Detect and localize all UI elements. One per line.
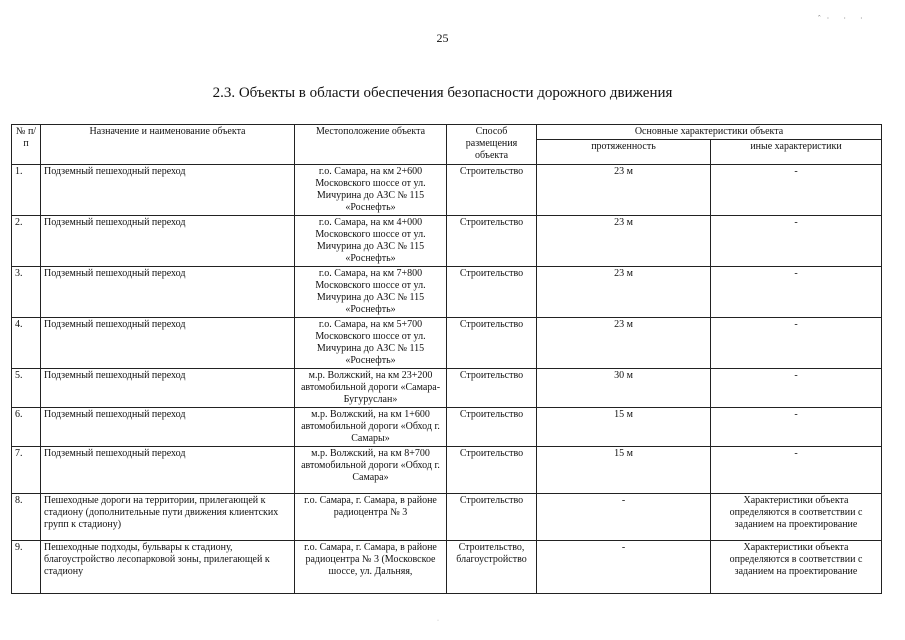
cell-name: Подземный пешеходный переход xyxy=(41,165,295,216)
scan-mark-bottom: · xyxy=(437,618,439,624)
cell-name: Подземный пешеходный переход xyxy=(41,318,295,369)
cell-name: Подземный пешеходный переход xyxy=(41,267,295,318)
objects-table xyxy=(11,124,882,594)
cell-other: Характеристики объекта определяются в соответствии с заданием на проектирование xyxy=(711,494,882,541)
scan-marks: ˆ· · · xyxy=(818,14,869,23)
cell-num: 9. xyxy=(12,541,41,594)
cell-name: Подземный пешеходный переход xyxy=(41,447,295,494)
cell-num: 5. xyxy=(12,369,41,408)
cell-location: г.о. Самара, на км 4+000 Московского шоссе от ул. Мичурина до АЗС № 115 «Роснефть» xyxy=(295,216,447,267)
header-length: протяженность xyxy=(537,140,711,165)
cell-other: - xyxy=(711,369,882,408)
cell-method: Строительство xyxy=(447,267,537,318)
header-row xyxy=(12,125,882,140)
table-row xyxy=(12,369,882,408)
cell-location: м.р. Волжский, на км 1+600 автомобильной дороги «Обход г. Самары» xyxy=(295,408,447,447)
cell-method: Строительство xyxy=(447,216,537,267)
cell-name: Подземный пешеходный переход xyxy=(41,369,295,408)
cell-name: Пешеходные подходы, бульвары к стадиону, благоустройство лесопарковой зоны, прилегающей к стадиону xyxy=(41,541,295,594)
cell-method: Строительство xyxy=(447,369,537,408)
cell-length: - xyxy=(537,494,711,541)
table-row xyxy=(12,267,882,318)
cell-location: г.о. Самара, на км 2+600 Московского шоссе от ул. Мичурина до АЗС № 115 «Роснефть» xyxy=(295,165,447,216)
table-row xyxy=(12,408,882,447)
table-row xyxy=(12,447,882,494)
cell-num: 7. xyxy=(12,447,41,494)
cell-other: - xyxy=(711,165,882,216)
cell-location: м.р. Волжский, на км 8+700 автомобильной дороги «Обход г. Самара» xyxy=(295,447,447,494)
cell-num: 2. xyxy=(12,216,41,267)
cell-method: Строительство xyxy=(447,318,537,369)
header-method: Способ размещения объекта xyxy=(447,125,537,165)
page-number: 25 xyxy=(436,31,449,45)
cell-num: 6. xyxy=(12,408,41,447)
cell-other: - xyxy=(711,267,882,318)
cell-location: г.о. Самара, г. Самара, в районе радиоцентра № 3 xyxy=(295,494,447,541)
table-row xyxy=(12,216,882,267)
cell-num: 4. xyxy=(12,318,41,369)
cell-num: 3. xyxy=(12,267,41,318)
cell-length: 30 м xyxy=(537,369,711,408)
cell-location: г.о. Самара, на км 5+700 Московского шоссе от ул. Мичурина до АЗС № 115 «Роснефть» xyxy=(295,318,447,369)
cell-other: - xyxy=(711,318,882,369)
cell-other: - xyxy=(711,408,882,447)
cell-other: Характеристики объекта определяются в соответствии с заданием на проектирование xyxy=(711,541,882,594)
cell-name: Пешеходные дороги на территории, прилегающей к стадиону (дополнительные пути движения клиентских групп к стадиону) xyxy=(41,494,295,541)
header-characteristics: Основные характеристики объекта xyxy=(537,125,882,140)
cell-name: Подземный пешеходный переход xyxy=(41,216,295,267)
cell-location: г.о. Самара, на км 7+800 Московского шоссе от ул. Мичурина до АЗС № 115 «Роснефть» xyxy=(295,267,447,318)
cell-name: Подземный пешеходный переход xyxy=(41,408,295,447)
cell-method: Строительство xyxy=(447,447,537,494)
cell-length: 15 м xyxy=(537,408,711,447)
header-location: Местоположение объекта xyxy=(295,125,447,165)
cell-method: Строительство xyxy=(447,408,537,447)
header-name: Назначение и наименование объекта xyxy=(41,125,295,165)
cell-method: Строительство, благоустройство xyxy=(447,541,537,594)
cell-length: 23 м xyxy=(537,165,711,216)
cell-num: 8. xyxy=(12,494,41,541)
cell-length: 23 м xyxy=(537,318,711,369)
cell-location: г.о. Самара, г. Самара, в районе радиоцентра № 3 (Московское шоссе, ул. Дальняя, xyxy=(295,541,447,594)
header-other: иные характеристики xyxy=(711,140,882,165)
cell-num: 1. xyxy=(12,165,41,216)
cell-other: - xyxy=(711,447,882,494)
cell-length: - xyxy=(537,541,711,594)
cell-method: Строительство xyxy=(447,165,537,216)
cell-location: м.р. Волжский, на км 23+200 автомобильной дороги «Самара-Бугуруслан» xyxy=(295,369,447,408)
table-row xyxy=(12,541,882,594)
cell-length: 23 м xyxy=(537,216,711,267)
cell-other: - xyxy=(711,216,882,267)
cell-method: Строительство xyxy=(447,494,537,541)
header-num: № п/п xyxy=(12,125,41,165)
table-row xyxy=(12,165,882,216)
cell-length: 15 м xyxy=(537,447,711,494)
section-title: 2.3. Объекты в области обеспечения безопасности дорожного движения xyxy=(212,85,673,101)
table-row xyxy=(12,494,882,541)
cell-length: 23 м xyxy=(537,267,711,318)
table-row xyxy=(12,318,882,369)
